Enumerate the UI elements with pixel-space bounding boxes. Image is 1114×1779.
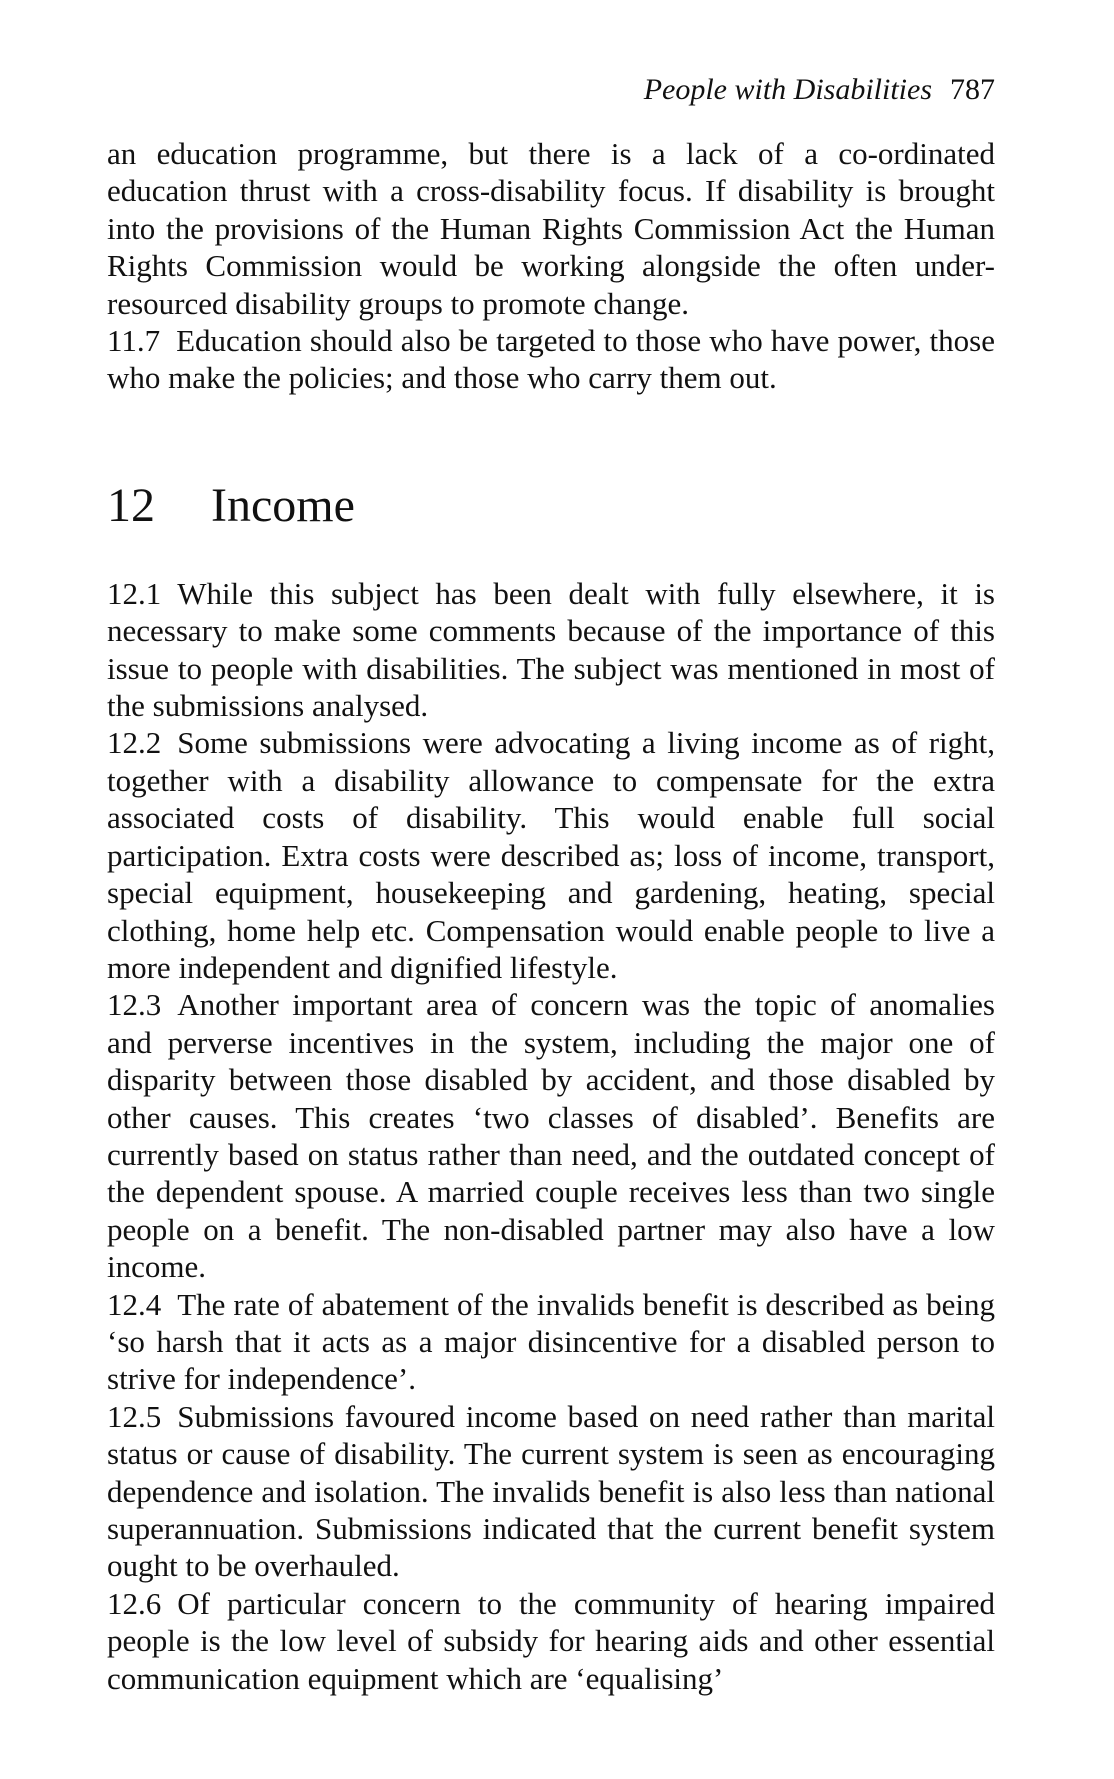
section-paragraphs (107, 575, 995, 1697)
paragraph-text: Another important area of concern was the topic of anomalies and perverse incentives in the system, including the major one of disparity between those disabled by accident, and those disabled by other causes. This creates ‘two classes of disabled’. Benefits are currently based on status rather than need, and the outdated concept of the dependent spouse. A married couple receives less than two single people on a benefit. The non-disabled partner may also have a low income. (107, 987, 995, 1285)
section-number: 12 (107, 478, 155, 532)
paragraph-12-5 (107, 1398, 995, 1585)
paragraph-number: 12.2 (107, 725, 162, 761)
paragraph-12-2 (107, 724, 995, 986)
paragraph-text: While this subject has been dealt with fully elsewhere, it is necessary to make some comments because of the importance of this issue to people with disabilities. The subject was mentioned in most of the submissions analysed. (107, 575, 995, 724)
section-title: Income (211, 478, 355, 532)
paragraph-number: 12.5 (107, 1398, 162, 1434)
paragraph-text: Of particular concern to the community of hearing impaired people is the low level of subsidy for hearing aids and other essential communication equipment which are ‘equalising’ (107, 1585, 995, 1696)
paragraph-number: 11.7 (107, 323, 161, 359)
paragraph-number: 12.3 (107, 987, 162, 1023)
running-header-title: People with Disabilities (643, 73, 932, 106)
paragraph-text: Some submissions were advocating a living income as of right, together with a disability allowance to compensate for the extra associated costs of disability. This would enable full social participation. Extra costs were described as; loss of income, transport, special equipment, housekeeping and gardening, heating, special clothing, home help etc. Compensation would enable people to live a more independent and dignified lifestyle. (107, 725, 995, 985)
continuation-paragraph (107, 135, 995, 322)
paragraph-number: 12.6 (107, 1585, 162, 1621)
paragraph-text: The rate of abatement of the invalids benefit is described as being ‘so harsh that it acts as a major disincentive for a disabled person to strive for independence’. (107, 1286, 995, 1397)
paragraph-number: 12.4 (107, 1286, 162, 1322)
paragraph-text: Education should also be targeted to those who have power, those who make the policies; and those who carry them out. (107, 323, 995, 396)
book-page (107, 0, 995, 1779)
paragraph-12-3 (107, 986, 995, 1285)
paragraph-12-6 (107, 1585, 995, 1697)
body-text (107, 135, 995, 1697)
paragraph-text: an education programme, but there is a lack of a co-ordinated education thrust with a cross-disability focus. If disability is brought into the provisions of the Human Rights Commission Act the Human Rights Commission would be working alongside the often under-resourced disability groups to promote change. (107, 136, 995, 321)
paragraph-12-1 (107, 575, 995, 725)
page-number: 787 (950, 73, 995, 106)
section-heading (107, 477, 995, 535)
running-header (644, 72, 995, 108)
paragraph-text: Submissions favoured income based on need rather than marital status or cause of disability. The current system is seen as encouraging dependence and isolation. The invalids benefit is also less than national superannuation. Submissions indicated that the current benefit system ought to be overhauled. (107, 1398, 995, 1584)
paragraph-12-4 (107, 1286, 995, 1398)
paragraph-11-7 (107, 322, 995, 397)
paragraph-number: 12.1 (107, 575, 162, 611)
